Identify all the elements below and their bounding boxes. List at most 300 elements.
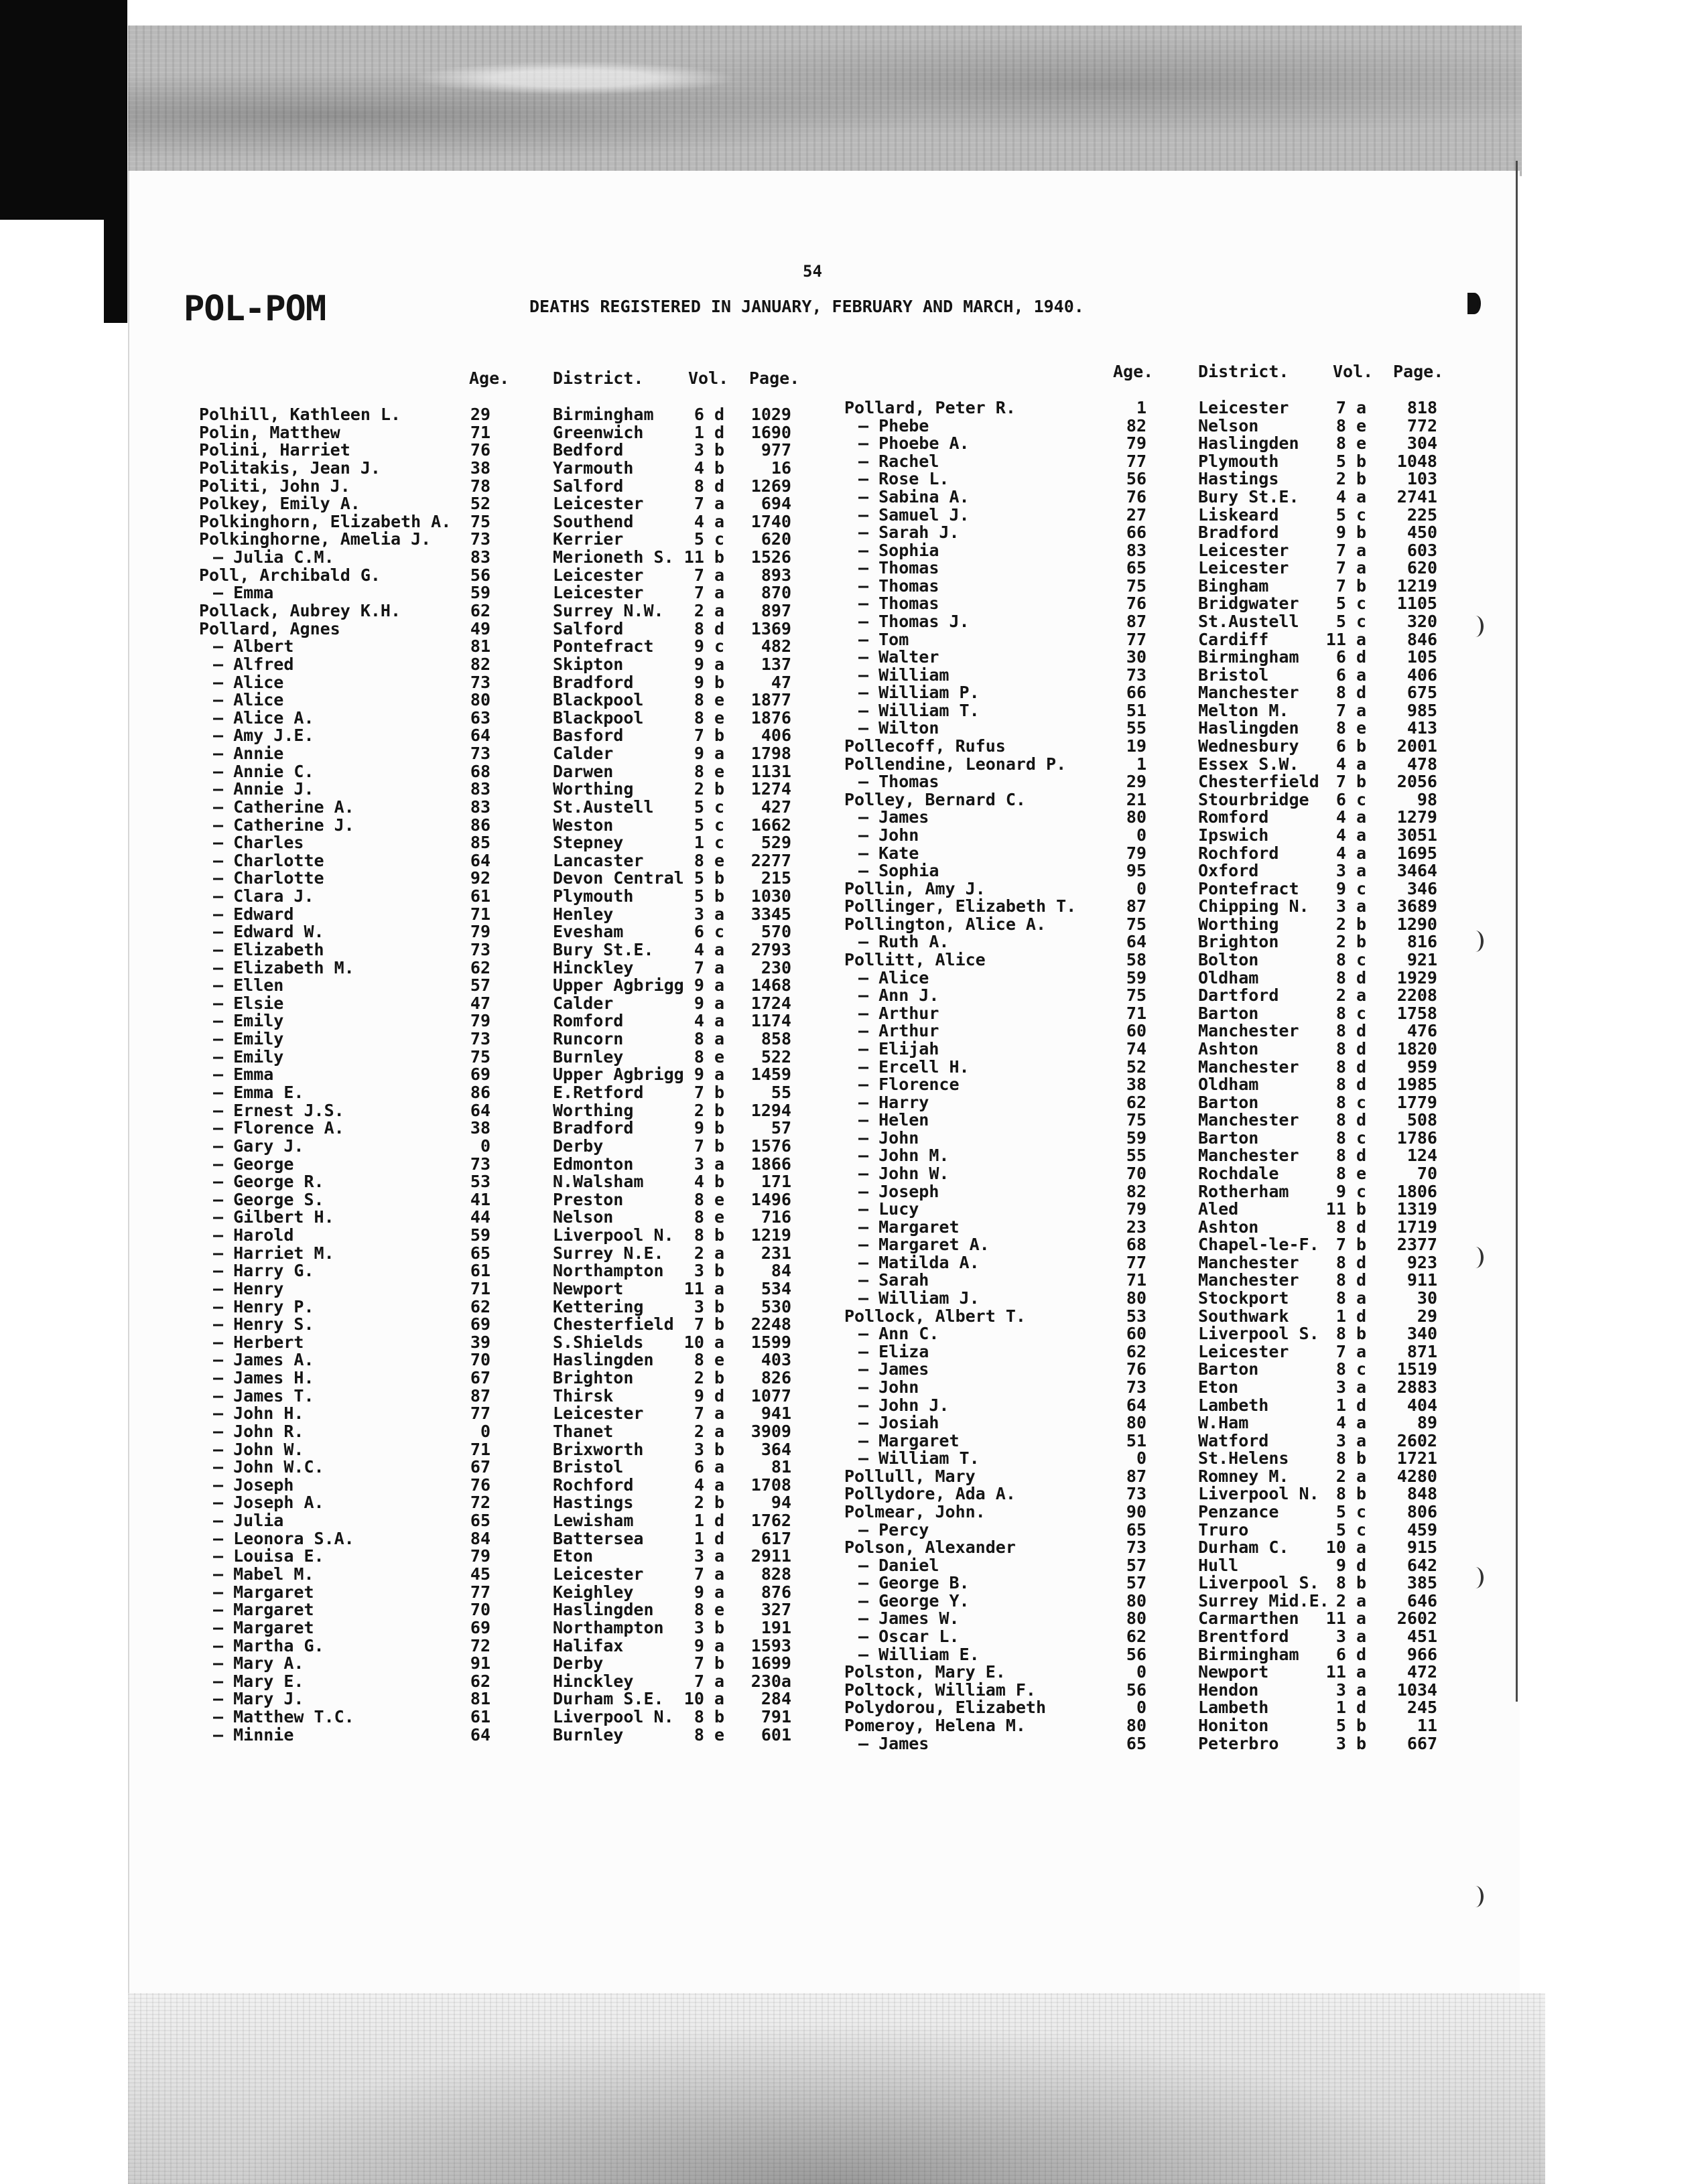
entry-age: 23 (1126, 1217, 1147, 1237)
entry-name: — Ernest J.S. (213, 1100, 344, 1120)
entry-page: 3345 (750, 904, 791, 924)
entry-name: — Clara J. (213, 886, 314, 906)
entry-district: Pontefract (553, 636, 654, 657)
entry-row (0, 667, 1702, 685)
entry-age: 55 (1126, 718, 1147, 738)
entry-district: Liverpool N. (1198, 1484, 1319, 1504)
entry-page: 1758 (1396, 1003, 1437, 1023)
entry-district: Bingham (1198, 575, 1269, 596)
entry-vol: 9 b (694, 1118, 724, 1138)
entry-page: 1468 (750, 975, 791, 996)
entry-page: 1866 (750, 1154, 791, 1174)
entry-name: — William T. (858, 700, 980, 720)
entry-district: Haslingden (553, 1350, 654, 1370)
entry-district: Salford (553, 476, 624, 496)
entry-page: 858 (761, 1029, 791, 1048)
entry-name: — Alfred (213, 654, 294, 674)
entry-name: — John W.C. (213, 1457, 324, 1477)
entry-page: 1798 (750, 744, 791, 763)
entry-vol: 8 e (694, 690, 724, 710)
entry-age: 61 (470, 1261, 490, 1281)
entry-vol: 5 c (1335, 612, 1366, 631)
entry-vol: 8 e (694, 761, 724, 781)
entry-age: 69 (470, 1314, 490, 1335)
entry-page: 522 (761, 1046, 791, 1067)
entry-name: Pollendine, Leonard P. (844, 754, 1067, 774)
entry-page: 476 (1406, 1021, 1437, 1041)
entry-page: 1219 (1396, 575, 1437, 596)
entry-page: 1319 (1396, 1199, 1437, 1219)
entry-row (0, 1503, 1702, 1521)
entry-name: Polston, Mary E. (844, 1662, 1006, 1682)
entry-name: — William T. (858, 1448, 980, 1469)
entry-district: Derby (553, 1653, 604, 1674)
entry-page: 530 (761, 1296, 791, 1316)
entry-age: 78 (470, 476, 490, 496)
entry-age: 82 (470, 654, 490, 674)
entry-district: Wednesbury (1198, 736, 1299, 756)
entry-vol: 3 b (694, 1617, 724, 1637)
entry-age: 84 (470, 1528, 490, 1548)
entry-row (0, 649, 1702, 667)
entry-name: — Emma (213, 583, 274, 603)
entry-vol: 8 d (1335, 1056, 1366, 1077)
entry-name: — Charles (213, 833, 304, 853)
entry-vol: 2 a (694, 600, 724, 620)
entry-district: Plymouth (1198, 451, 1279, 471)
entry-vol: 4 a (1335, 807, 1366, 827)
entry-page: 941 (761, 1404, 791, 1424)
entry-vol: 5 c (1335, 594, 1366, 614)
entry-vol: 5 c (1335, 1502, 1366, 1521)
entry-district: Ashton (1198, 1038, 1259, 1059)
entry-district: Barton (1198, 1092, 1259, 1112)
entry-page: 3689 (1396, 896, 1437, 916)
entry-vol: 8 d (694, 618, 724, 638)
entry-vol: 1 d (1335, 1306, 1366, 1326)
entry-age: 73 (470, 1029, 490, 1048)
entry-name: — Elsie (213, 993, 284, 1013)
entry-age: 70 (470, 1350, 490, 1370)
entry-name: — George S. (213, 1189, 324, 1209)
entry-age: 87 (1126, 1466, 1147, 1486)
entry-district: Pontefract (1198, 878, 1299, 898)
entry-name: — Daniel (858, 1555, 939, 1575)
entry-vol: 7 b (694, 1082, 724, 1102)
entry-age: 0 (480, 1421, 490, 1441)
entry-district: Greenwich (553, 422, 644, 442)
entry-name: — Thomas (858, 594, 939, 614)
entry-age: 64 (470, 1100, 490, 1120)
entry-district: Essex S.W. (1198, 754, 1299, 774)
entry-page: 47 (771, 672, 791, 692)
entry-page: 472 (1406, 1662, 1437, 1682)
entry-district: Stockport (1198, 1288, 1289, 1308)
entry-vol: 7 b (694, 1653, 724, 1674)
entry-district: Bristol (1198, 665, 1269, 685)
entry-district: Truro (1198, 1519, 1249, 1540)
entry-name: — Herbert (213, 1332, 304, 1352)
entry-name: — Catherine A. (213, 797, 354, 817)
entry-age: 61 (470, 1707, 490, 1726)
entry-row (0, 1414, 1702, 1432)
entry-vol: 6 a (694, 1457, 724, 1477)
entry-page: 620 (761, 529, 791, 549)
entry-page: 1877 (750, 690, 791, 710)
entry-district: Yarmouth (553, 458, 634, 478)
entry-vol: 5 b (1335, 451, 1366, 471)
entry-page: 966 (1406, 1644, 1437, 1664)
entry-vol: 7 a (694, 583, 724, 603)
entry-name: — John H. (213, 1404, 304, 1424)
entry-row (0, 1361, 1702, 1379)
entry-age: 80 (1126, 1715, 1147, 1735)
entry-row (0, 1343, 1702, 1361)
entry-age: 21 (1126, 789, 1147, 809)
entry-name: — James T. (213, 1385, 314, 1406)
entry-vol: 4 a (694, 511, 724, 531)
entry-district: Brixworth (553, 1439, 644, 1459)
entry-district: Surrey N.E. (553, 1243, 664, 1263)
entry-name: — Thomas (858, 558, 939, 578)
entry-name: — Edward (213, 904, 294, 924)
entry-age: 65 (1126, 558, 1147, 578)
entry-page: 1526 (750, 547, 791, 567)
column-header-vol: Vol. (688, 368, 729, 388)
entry-vol: 7 a (1335, 700, 1366, 720)
entry-vol: 3 a (694, 904, 724, 924)
entry-row (0, 1236, 1702, 1254)
entry-page: 772 (1406, 415, 1437, 435)
entry-district: Surrey N.W. (553, 600, 664, 620)
entry-page: 921 (1406, 950, 1437, 969)
entry-district: Haslingden (553, 1600, 654, 1620)
entry-name: — Harry (858, 1092, 929, 1112)
entry-page: 403 (761, 1350, 791, 1370)
entry-age: 44 (470, 1207, 490, 1227)
entry-district: Skipton (553, 654, 624, 674)
entry-age: 95 (1126, 861, 1147, 881)
entry-district: Edmonton (553, 1154, 634, 1174)
entry-page: 1290 (1396, 914, 1437, 934)
entry-name: Polkinghorn, Elizabeth A. (199, 511, 452, 531)
entry-district: S.Shields (553, 1332, 644, 1352)
entry-name: — Josiah (858, 1413, 939, 1433)
entry-name: — Annie J. (213, 779, 314, 799)
entry-age: 57 (1126, 1555, 1147, 1575)
entry-name: Polkinghorne, Amelia J. (199, 529, 432, 549)
entry-vol: 8 e (694, 1207, 724, 1227)
entry-vol: 1 d (694, 1511, 724, 1531)
entry-page: 413 (1406, 718, 1437, 738)
entry-age: 77 (1126, 451, 1147, 471)
entry-age: 86 (470, 1082, 490, 1102)
entry-age: 73 (470, 529, 490, 549)
entry-district: Calder (553, 993, 614, 1013)
entry-district: Hinckley (553, 957, 634, 977)
entry-vol: 5 c (1335, 504, 1366, 525)
entry-district: Chesterfield (553, 1314, 674, 1335)
entry-page: 1708 (750, 1475, 791, 1495)
entry-row (0, 577, 1702, 596)
entry-district: Barton (1198, 1128, 1259, 1148)
entry-name: — Julia C.M. (213, 547, 334, 567)
entry-age: 92 (470, 868, 490, 888)
entry-age: 77 (470, 1404, 490, 1424)
entry-name: — James A. (213, 1350, 314, 1370)
entry-name: — Margaret (858, 1217, 960, 1237)
entry-district: Leicester (1198, 1341, 1289, 1361)
entry-vol: 4 a (1335, 754, 1366, 774)
entry-district: Hendon (1198, 1680, 1259, 1700)
entry-name: — John J. (858, 1395, 950, 1415)
entry-age: 38 (1126, 1075, 1147, 1094)
entry-district: Nelson (1198, 415, 1259, 435)
entry-name: — Thomas (858, 772, 939, 792)
entry-name: — Matthew T.C. (213, 1707, 354, 1726)
entry-district: Stepney (553, 833, 624, 853)
entry-row (0, 756, 1702, 774)
entry-name: — Alice (213, 672, 284, 692)
entry-vol: 6 c (694, 922, 724, 942)
entry-name: — Sophia (858, 861, 939, 881)
entry-page: 1724 (750, 993, 791, 1013)
entry-page: 923 (1406, 1252, 1437, 1272)
entry-age: 87 (1126, 612, 1147, 631)
entry-name: — Harriet M. (213, 1243, 334, 1263)
entry-district: Rochdale (1198, 1163, 1279, 1183)
entry-district: Peterbro (1198, 1733, 1279, 1753)
entry-page: 231 (761, 1243, 791, 1263)
entry-row (0, 488, 1702, 506)
entry-age: 64 (470, 850, 490, 870)
entry-age: 63 (470, 707, 490, 728)
page-number: 54 (803, 262, 822, 281)
entry-page: 1929 (1396, 967, 1437, 987)
entry-district: W.Ham (1198, 1413, 1249, 1433)
entry-page: 2883 (1396, 1377, 1437, 1397)
entry-vol: 3 a (694, 1154, 724, 1174)
entry-age: 73 (1126, 1538, 1147, 1558)
entry-vol: 3 b (1335, 1733, 1366, 1753)
entry-name: — Margaret (213, 1617, 314, 1637)
entry-name: — Elizabeth M. (213, 957, 354, 977)
entry-district: Durham S.E. (553, 1689, 664, 1709)
entry-age: 68 (470, 761, 490, 781)
entry-district: Blackpool (553, 690, 644, 710)
entry-district: Surrey Mid.E. (1198, 1590, 1329, 1611)
entry-age: 69 (470, 1065, 490, 1085)
entry-district: Bedford (553, 440, 624, 460)
entry-page: 89 (1417, 1413, 1437, 1433)
entry-district: Liskeard (1198, 504, 1279, 525)
entry-district: Northampton (553, 1261, 664, 1281)
entry-vol: 7 a (1335, 398, 1366, 417)
entry-district: Brighton (553, 1368, 634, 1387)
entry-vol: 1 d (1335, 1698, 1366, 1718)
entry-row (0, 684, 1702, 702)
entry-district: Aled (1198, 1199, 1239, 1219)
entry-row (0, 1290, 1702, 1308)
entry-district: Burnley (553, 1046, 624, 1067)
entry-district: Leicester (553, 1564, 644, 1584)
entry-age: 58 (1126, 950, 1147, 969)
entry-age: 72 (470, 1493, 490, 1513)
entry-age: 71 (1126, 1003, 1147, 1023)
entry-row (0, 1379, 1702, 1397)
entry-name: — William E. (858, 1644, 980, 1664)
entry-vol: 2 b (694, 1100, 724, 1120)
entry-page: 215 (761, 868, 791, 888)
entry-vol: 7 a (1335, 540, 1366, 560)
entry-district: Chesterfield (1198, 772, 1319, 792)
entry-row (0, 417, 1702, 435)
entry-district: Blackpool (553, 707, 644, 728)
entry-page: 1593 (750, 1635, 791, 1655)
entry-vol: 8 d (1335, 683, 1366, 703)
entry-district: Dartford (1198, 985, 1279, 1006)
entry-name: — James (858, 1733, 929, 1753)
entry-name: — Henry P. (213, 1296, 314, 1316)
entry-name: — Thomas J. (858, 612, 970, 631)
entry-name: — Annie (213, 744, 284, 763)
entry-vol: 9 a (694, 1065, 724, 1085)
entry-page: 601 (761, 1724, 791, 1745)
entry-name: Pollard, Agnes (199, 618, 340, 638)
entry-age: 75 (1126, 575, 1147, 596)
entry-row (0, 862, 1702, 880)
entry-page: 806 (1406, 1502, 1437, 1521)
entry-vol: 1 d (694, 422, 724, 442)
entry-row (0, 969, 1702, 987)
entry-vol: 7 b (694, 1136, 724, 1156)
entry-age: 41 (470, 1189, 490, 1209)
entry-district: Hull (1198, 1555, 1239, 1575)
entry-vol: 8 b (694, 1225, 724, 1245)
entry-district: E.Retford (553, 1082, 644, 1102)
entry-age: 79 (1126, 433, 1147, 454)
entry-vol: 8 b (694, 1707, 724, 1726)
entry-vol: 4 a (694, 1011, 724, 1031)
entry-name: — James H. (213, 1368, 314, 1387)
entry-name: — Harold (213, 1225, 294, 1245)
entry-name: Pollack, Aubrey K.H. (199, 600, 401, 620)
entry-page: 897 (761, 600, 791, 620)
entry-name: — Margaret (213, 1600, 314, 1620)
entry-vol: 11 b (683, 547, 724, 567)
entry-row (0, 399, 1702, 417)
entry-page: 1690 (750, 422, 791, 442)
entry-age: 75 (470, 511, 490, 531)
entry-page: 98 (1417, 789, 1437, 809)
entry-page: 828 (761, 1564, 791, 1584)
entry-row (0, 1432, 1702, 1450)
entry-row (0, 1254, 1702, 1272)
entry-age: 64 (1126, 1395, 1147, 1415)
entry-district: Birmingham (1198, 647, 1299, 667)
entry-vol: 4 a (1335, 486, 1366, 506)
entry-row (0, 1308, 1702, 1326)
entry-row (0, 1663, 1702, 1682)
entry-vol: 8 d (1335, 967, 1366, 987)
entry-page: 1576 (750, 1136, 791, 1156)
entry-district: Devon Central (553, 868, 684, 888)
entry-age: 79 (1126, 843, 1147, 863)
entry-vol: 7 b (1335, 575, 1366, 596)
entry-name: — Alice (213, 690, 284, 710)
entry-district: Manchester (1198, 683, 1299, 703)
entry-district: Hinckley (553, 1671, 634, 1691)
entry-row (0, 827, 1702, 845)
entry-vol: 8 b (1335, 1324, 1366, 1344)
entry-row (0, 1610, 1702, 1628)
entry-vol: 8 e (1335, 415, 1366, 435)
entry-age: 62 (470, 600, 490, 620)
entry-district: Upper Agbrigg (553, 975, 684, 996)
entry-page: 876 (761, 1582, 791, 1602)
entry-vol: 9 a (694, 975, 724, 996)
entry-name: — John W. (858, 1163, 950, 1183)
entry-vol: 4 a (1335, 1413, 1366, 1433)
entry-page: 1740 (750, 511, 791, 531)
entry-age: 60 (1126, 1021, 1147, 1041)
entry-vol: 9 c (1335, 1181, 1366, 1201)
entry-page: 818 (1406, 398, 1437, 417)
entry-district: Oxford (1198, 861, 1259, 881)
entry-district: St.Helens (1198, 1448, 1289, 1469)
entry-age: 73 (470, 672, 490, 692)
entry-row (0, 1717, 1702, 1735)
entry-district: Kerrier (553, 529, 624, 549)
entry-district: Thirsk (553, 1385, 614, 1406)
entry-vol: 11 a (1325, 1662, 1366, 1682)
entry-row (0, 506, 1702, 525)
entry-age: 64 (470, 1724, 490, 1745)
entry-district: Southend (553, 511, 634, 531)
entry-vol: 9 d (694, 1385, 724, 1406)
entry-name: — George Y. (858, 1590, 970, 1611)
entry-row (0, 1165, 1702, 1183)
entry-page: 346 (1406, 878, 1437, 898)
entry-age: 77 (1126, 1252, 1147, 1272)
entry-vol: 8 d (1335, 1270, 1366, 1290)
entry-vol: 7 a (694, 494, 724, 514)
entry-row (0, 720, 1702, 738)
entry-age: 59 (1126, 1128, 1147, 1148)
entry-district: Leicester (553, 565, 644, 585)
entry-district: Birmingham (1198, 1644, 1299, 1664)
entry-vol: 6 d (1335, 647, 1366, 667)
entry-name: Polini, Harriet (199, 440, 350, 460)
entry-district: Darwen (553, 761, 614, 781)
entry-district: Watford (1198, 1430, 1269, 1450)
entry-name: — John W. (213, 1439, 304, 1459)
entry-row (0, 470, 1702, 488)
entry-name: Pollard, Peter R. (844, 398, 1016, 417)
entry-name: — William (858, 665, 950, 685)
entry-name: — Gary J. (213, 1136, 304, 1156)
entry-age: 52 (1126, 1056, 1147, 1077)
entry-age: 51 (1126, 1430, 1147, 1450)
entry-vol: 8 d (1335, 1038, 1366, 1059)
entry-page: 191 (761, 1617, 791, 1637)
entry-page: 508 (1406, 1110, 1437, 1130)
entry-age: 56 (1126, 1680, 1147, 1700)
entry-district: Merioneth S. (553, 547, 674, 567)
entry-name: — Arthur (858, 1003, 939, 1023)
entry-age: 80 (470, 690, 490, 710)
entry-vol: 3 b (694, 1439, 724, 1459)
